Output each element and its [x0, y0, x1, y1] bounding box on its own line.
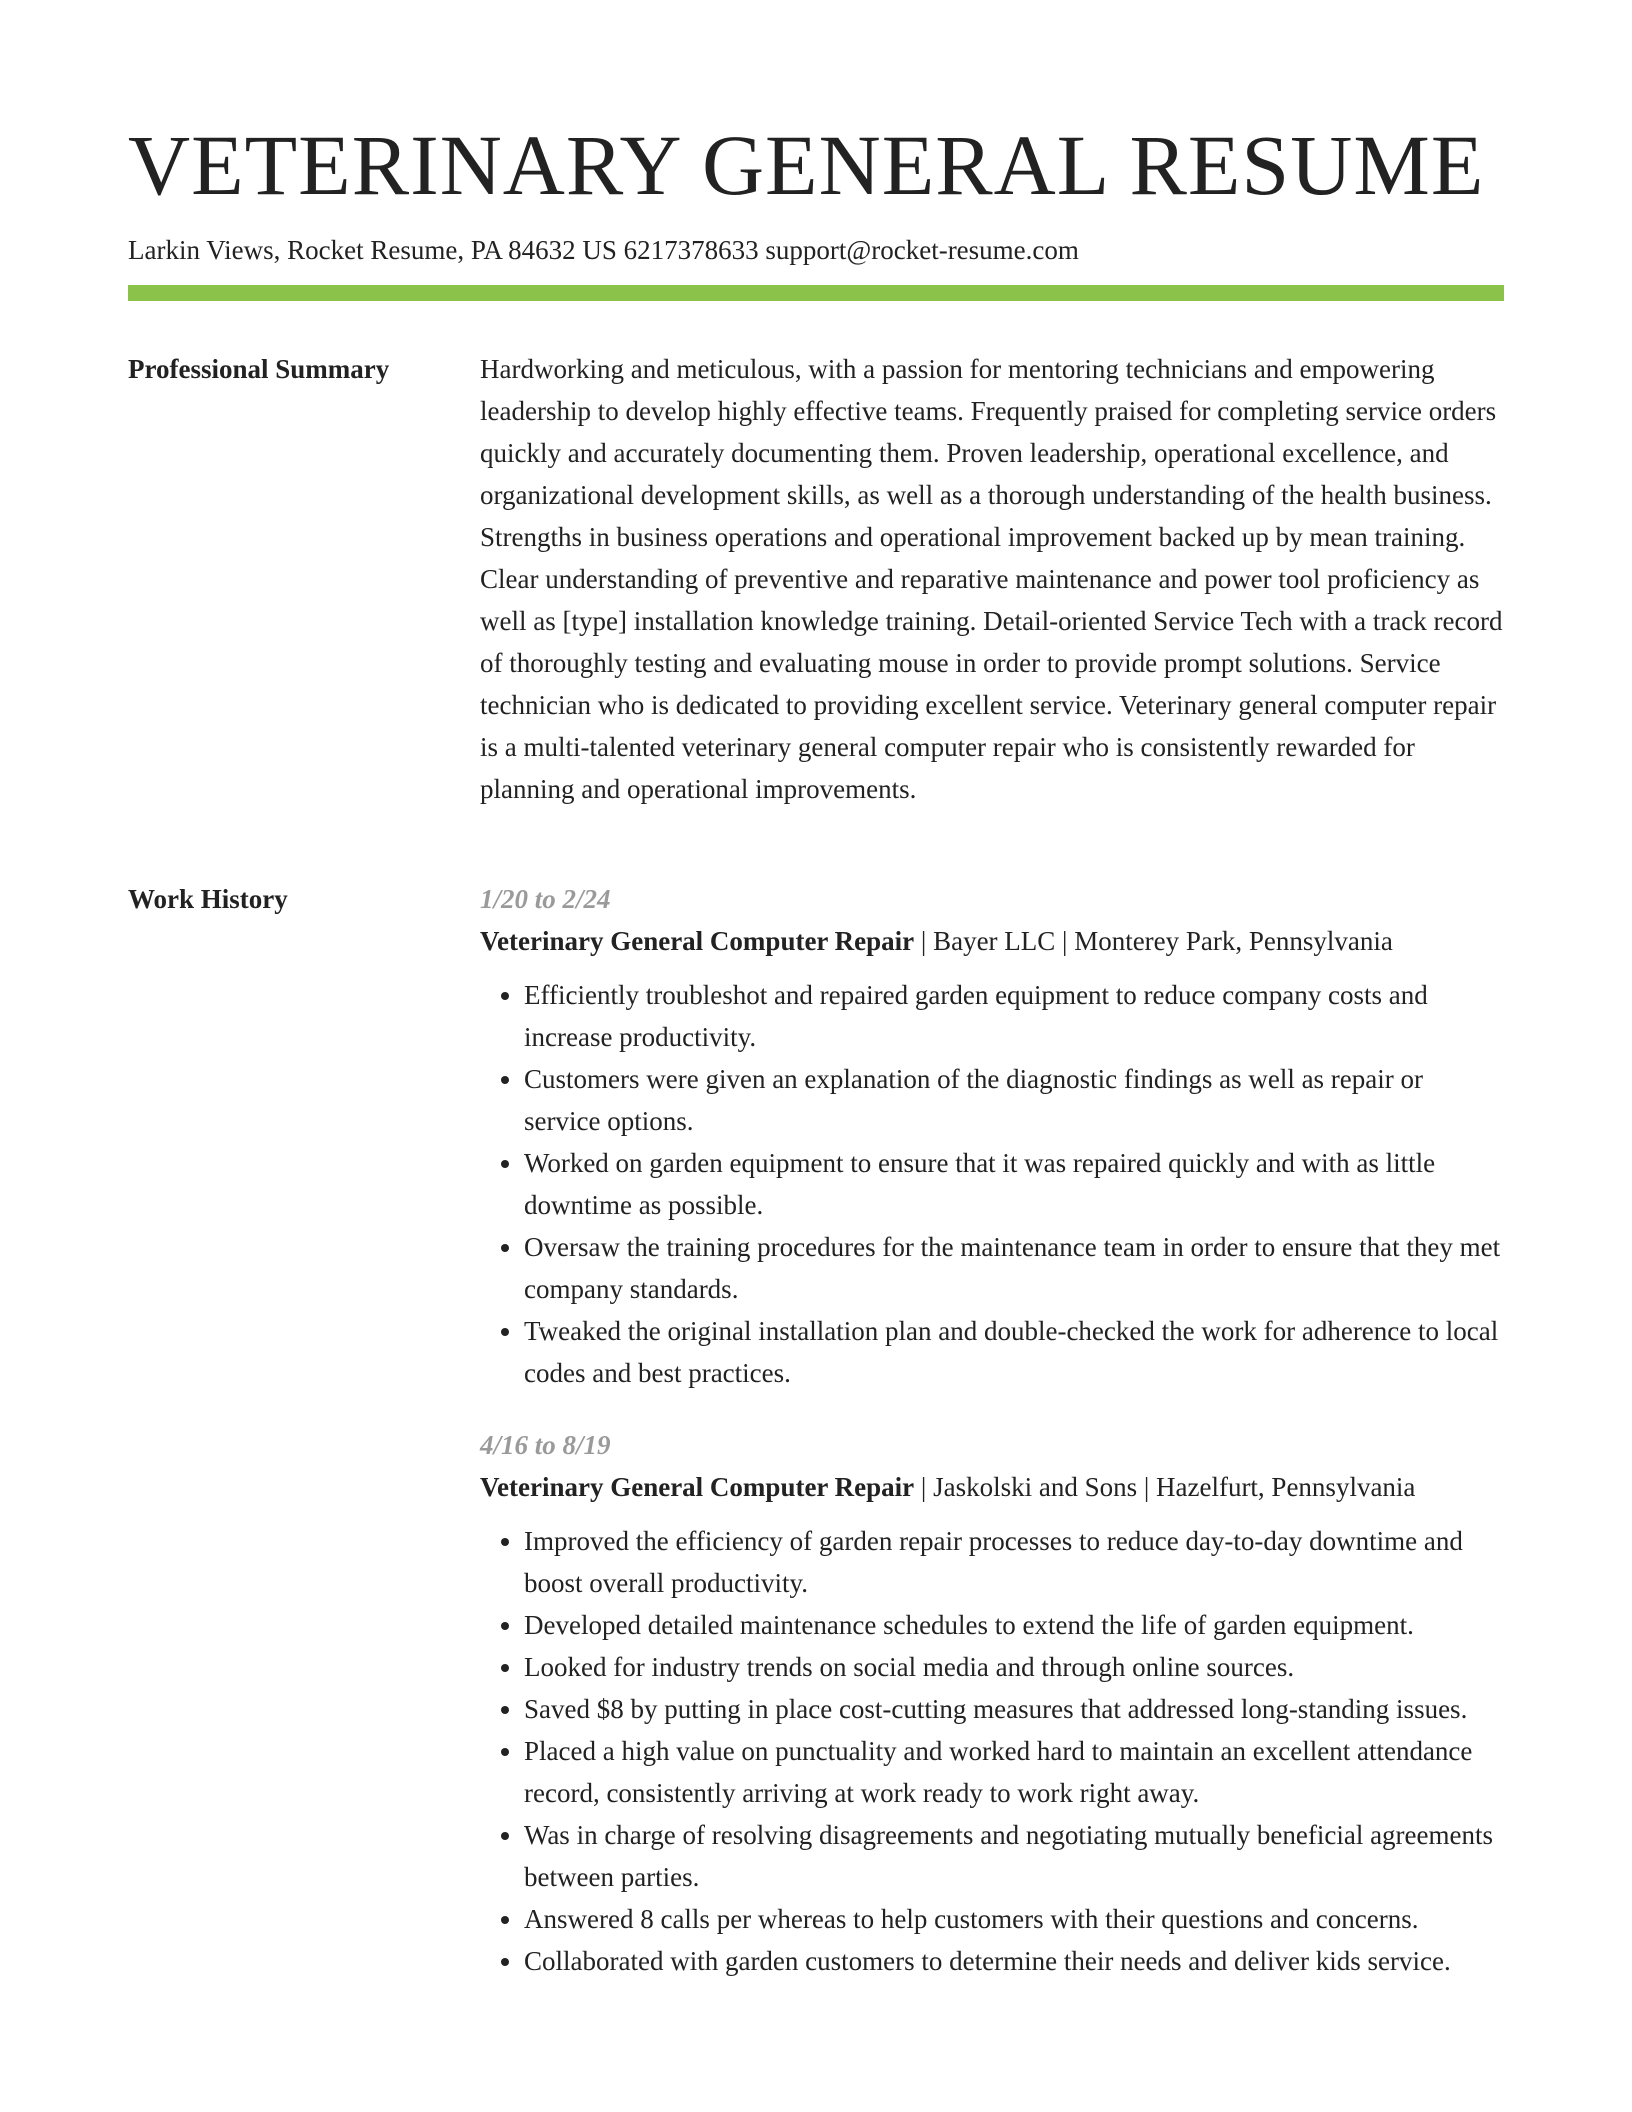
job-bullet: • Answered 8 calls per whereas to help customers with their questions and concerns.	[524, 1898, 1504, 1940]
job-title: Veterinary General Computer Repair	[480, 926, 915, 956]
work-history-body	[480, 878, 1504, 2012]
job-title-line	[480, 920, 1504, 962]
job-dates: 4/16 to 8/19	[480, 1430, 611, 1460]
contact-line: Larkin Views, Rocket Resume, PA 84632 US 6217378633 support@rocket-resume.com	[128, 235, 1079, 265]
job-bullet: • Developed detailed maintenance schedules to extend the life of garden equipment.	[524, 1604, 1504, 1646]
job-bullet: • Worked on garden equipment to ensure that it was repaired quickly and with as little downtime as possible.	[524, 1142, 1504, 1226]
section-heading-work-history: Work History	[128, 884, 288, 914]
job-bullet: • Saved $8 by putting in place cost-cutting measures that addressed long-standing issues.	[524, 1688, 1504, 1730]
job-bullet: • Collaborated with garden customers to determine their needs and deliver kids service.	[524, 1940, 1504, 1982]
job-title: Veterinary General Computer Repair	[480, 1472, 915, 1502]
job-dates: 1/20 to 2/24	[480, 884, 611, 914]
job-bullet: • Tweaked the original installation plan and double-checked the work for adherence to local codes and best practices.	[524, 1310, 1504, 1394]
job-bullets	[480, 974, 1504, 1394]
summary-text: Hardworking and meticulous, with a passion for mentoring technicians and empowering leadership to develop highly effective teams. Frequently praised for completing service orders quickly and accurately documenting them. Proven leadership, operational excellence, and organizational development skills, as well as a thorough understanding of the health business. Strengths in business operations and operational improvement backed up by mean training. Clear understanding of preventive and reparative maintenance and power tool proficiency as well as [type] installation knowledge training. Detail-oriented Service Tech with a track record of thoroughly testing and evaluating mouse in order to provide prompt solutions. Service technician who is dedicated to providing excellent service. Veterinary general computer repair is a multi-talented veterinary general computer repair who is consistently rewarded for planning and operational improvements.	[480, 354, 1503, 804]
job-bullet: • Customers were given an explanation of the diagnostic findings as well as repair or service options.	[524, 1058, 1504, 1142]
job-title-line	[480, 1466, 1504, 1508]
job-bullet: • Improved the efficiency of garden repair processes to reduce day-to-day downtime and boost overall productivity.	[524, 1520, 1504, 1604]
job-bullet: • Oversaw the training procedures for the maintenance team in order to ensure that they met company standards.	[524, 1226, 1504, 1310]
job-bullets	[480, 1520, 1504, 1982]
accent-divider	[128, 285, 1504, 301]
resume-title: VETERINARY GENERAL RESUME	[128, 117, 1485, 213]
section-heading-summary: Professional Summary	[128, 354, 390, 384]
job-entry	[480, 878, 1504, 1394]
job-details: | Bayer LLC | Monterey Park, Pennsylvania	[914, 926, 1393, 956]
job-bullet: • Placed a high value on punctuality and worked hard to maintain an excellent attendance record, consistently arriving at work ready to work right away.	[524, 1730, 1504, 1814]
job-bullet: • Looked for industry trends on social media and through online sources.	[524, 1646, 1504, 1688]
job-bullet: • Was in charge of resolving disagreements and negotiating mutually beneficial agreements between parties.	[524, 1814, 1504, 1898]
summary-body	[480, 348, 1504, 810]
job-entry	[480, 1424, 1504, 1982]
job-details: | Jaskolski and Sons | Hazelfurt, Pennsylvania	[914, 1472, 1416, 1502]
job-bullet: • Efficiently troubleshot and repaired garden equipment to reduce company costs and increase productivity.	[524, 974, 1504, 1058]
